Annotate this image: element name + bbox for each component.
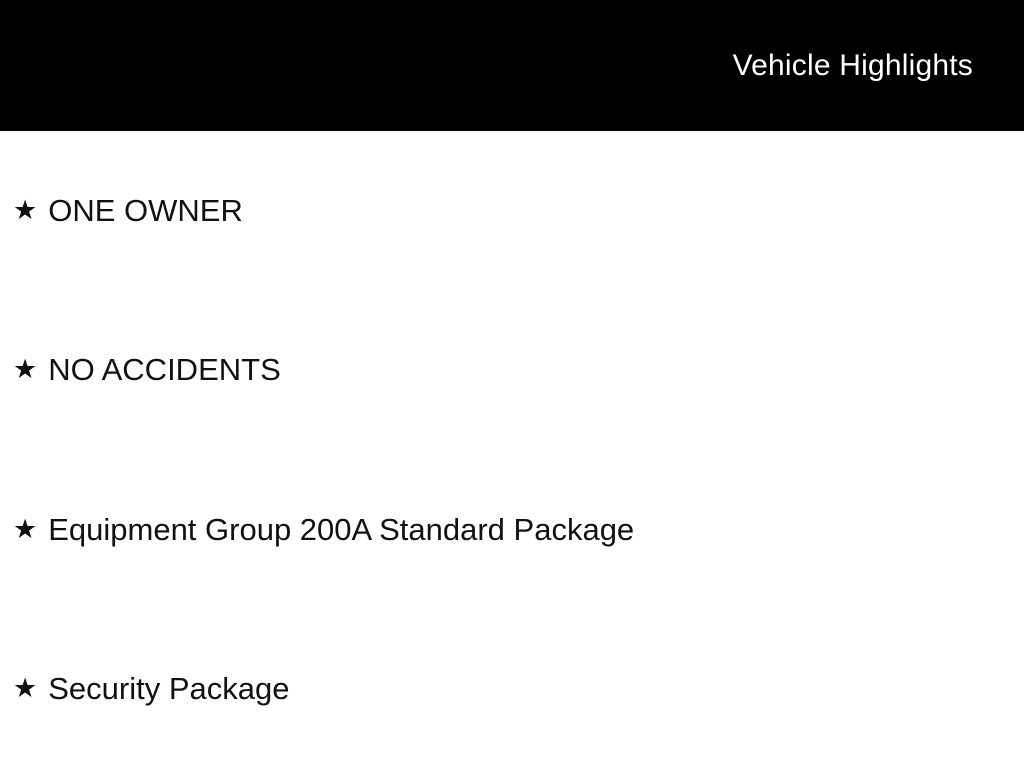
star-icon: ★ bbox=[13, 513, 38, 544]
highlight-label: Security Package bbox=[48, 670, 290, 706]
highlight-label: NO ACCIDENTS bbox=[48, 352, 281, 388]
star-icon: ★ bbox=[13, 354, 38, 385]
star-icon: ★ bbox=[13, 195, 38, 226]
highlight-item bbox=[0, 131, 1024, 290]
highlight-label: ONE OWNER bbox=[48, 193, 243, 229]
highlight-label: Equipment Group 200A Standard Package bbox=[48, 511, 635, 547]
star-icon: ★ bbox=[13, 672, 38, 703]
highlight-item bbox=[0, 609, 1024, 768]
page-title: Vehicle Highlights bbox=[732, 48, 973, 82]
header-bar bbox=[0, 0, 1024, 131]
highlight-item bbox=[0, 450, 1024, 609]
highlight-item bbox=[0, 290, 1024, 449]
highlights-list bbox=[0, 131, 1024, 768]
